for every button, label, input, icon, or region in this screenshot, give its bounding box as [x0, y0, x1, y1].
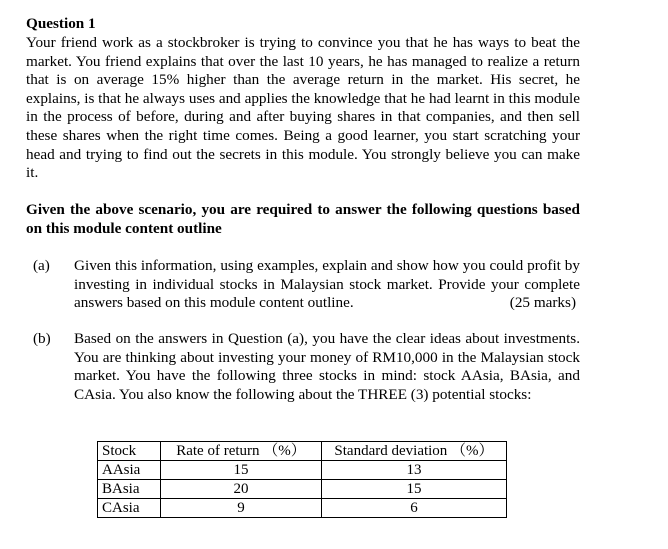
standard-deviation-cell: 15	[322, 480, 507, 499]
table-row	[98, 480, 507, 499]
item-a-marks: (25 marks)	[509, 294, 576, 312]
header-rate-of-return: Rate of return （%）	[161, 442, 322, 461]
rate-of-return-cell: 9	[161, 499, 322, 518]
scenario-paragraph: Your friend work as a stockbroker is trying to convince you that he has ways to beat the market. You friend explains that over the last 10 years, he has managed to realize a return that is on average 15% higher than the average return in the market. His secret, he explains, is that he always uses and applies the knowledge that he had learnt in this module in the process of before, during and after buying shares in that companies, and then sell these shares when the right time comes. Being a good learner, you start scratching your head and trying to find out the secrets in this module. You strongly believe you can make it.	[26, 34, 580, 182]
table-header-row	[98, 442, 507, 461]
table-row	[98, 499, 507, 518]
stock-name-cell: BAsia	[98, 480, 161, 499]
item-a-label: (a)	[33, 257, 50, 274]
rate-of-return-cell: 15	[161, 461, 322, 480]
item-b-text: Based on the answers in Question (a), you have the clear ideas about investments. You are thinking about investing your money of RM10,000 in the Malaysian stock market. You have the following three stocks in mind: stock AAsia, BAsia, and CAsia. You also know the following about the THREE (3) potential stocks:	[74, 330, 580, 403]
item-a	[74, 257, 580, 313]
stock-name-cell: CAsia	[98, 499, 161, 518]
item-b-label: (b)	[33, 330, 51, 347]
question-title: Question 1	[26, 15, 96, 32]
header-standard-deviation: Standard deviation （%）	[322, 442, 507, 461]
standard-deviation-cell: 6	[322, 499, 507, 518]
item-a-text: Given this information, using examples, explain and show how you could profit by investing in individual stocks in Malaysian stock market. Provide your complete answers based on this module content outline.	[74, 257, 580, 312]
rate-of-return-cell: 20	[161, 480, 322, 499]
instruction-text: Given the above scenario, you are required to answer the following questions based on this module content outline	[26, 201, 580, 237]
standard-deviation-cell: 13	[322, 461, 507, 480]
header-stock: Stock	[98, 442, 161, 461]
table-row	[98, 461, 507, 480]
stocks-table	[97, 441, 507, 518]
stock-name-cell: AAsia	[98, 461, 161, 480]
